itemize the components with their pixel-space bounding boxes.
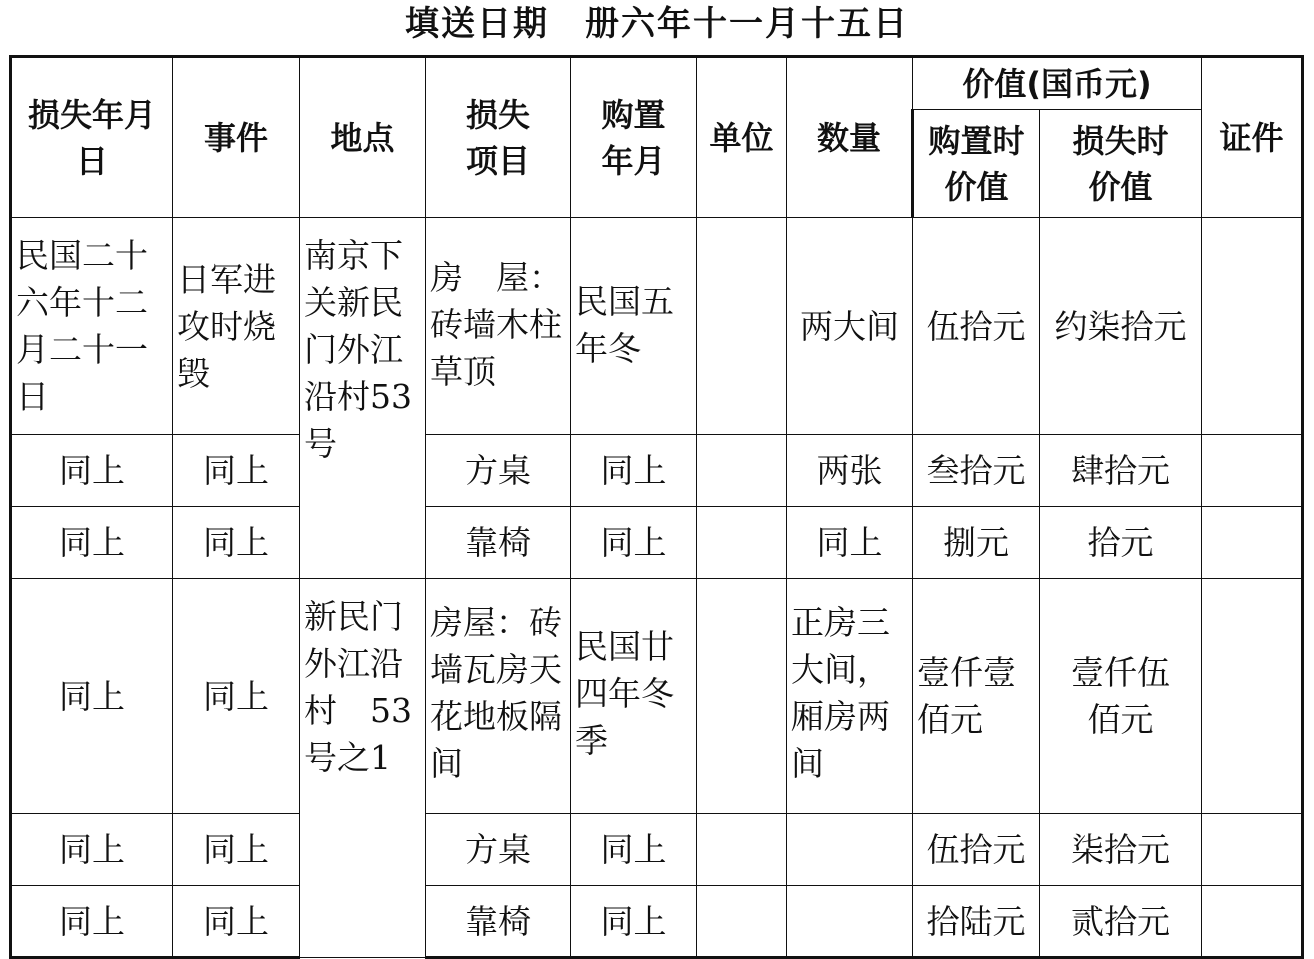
cell-certificate [1202, 507, 1303, 579]
cell-purchase-date: 民国五年冬 [571, 218, 697, 435]
cell-quantity: 两张 [787, 435, 913, 507]
loss-table [9, 55, 1304, 959]
cell-purchase-date: 同上 [571, 886, 697, 958]
header-value-group: 价值(国币元) [913, 57, 1202, 110]
cell-date: 同上 [11, 886, 173, 958]
cell-quantity [787, 886, 913, 958]
cell-value-purchase: 伍拾元 [913, 218, 1040, 435]
cell-certificate [1202, 814, 1303, 886]
table-row [11, 814, 1303, 886]
header-place: 地点 [300, 57, 426, 218]
header-date: 损失年月日 [11, 57, 173, 218]
cell-unit [697, 886, 787, 958]
header-quantity: 数量 [787, 57, 913, 218]
cell-unit [697, 814, 787, 886]
cell-date: 同上 [11, 435, 173, 507]
cell-date: 民国二十六年十二月二十一日 [11, 218, 173, 435]
cell-value-loss: 约柒拾元 [1040, 218, 1202, 435]
cell-event: 同上 [173, 814, 300, 886]
cell-item: 方桌 [426, 435, 571, 507]
cell-date: 同上 [11, 579, 173, 814]
cell-value-loss: 肆拾元 [1040, 435, 1202, 507]
table-row [11, 507, 1303, 579]
cell-event: 同上 [173, 507, 300, 579]
cell-place: 新民门外江沿村 53号之1 [300, 579, 426, 958]
cell-purchase-date: 同上 [571, 507, 697, 579]
header-purchase-date: 购置年月 [571, 57, 697, 218]
header-item: 损失项目 [426, 57, 571, 218]
cell-value-loss: 贰拾元 [1040, 886, 1202, 958]
cell-value-loss: 拾元 [1040, 507, 1202, 579]
cell-place: 南京下关新民门外江沿村53号 [300, 218, 426, 579]
cell-quantity: 正房三大间，厢房两间 [787, 579, 913, 814]
cell-quantity [787, 814, 913, 886]
cell-quantity: 同上 [787, 507, 913, 579]
cell-unit [697, 435, 787, 507]
header-unit: 单位 [697, 57, 787, 218]
cell-item: 房屋：砖墙瓦房天花地板隔间 [426, 579, 571, 814]
table-row [11, 886, 1303, 958]
cell-item: 靠椅 [426, 886, 571, 958]
cell-unit [697, 507, 787, 579]
cell-event: 同上 [173, 579, 300, 814]
header-value-loss: 损失时价值 [1040, 110, 1202, 218]
cell-date: 同上 [11, 814, 173, 886]
table-row [11, 579, 1303, 814]
cell-value-purchase: 拾陆元 [913, 886, 1040, 958]
cell-event: 同上 [173, 435, 300, 507]
header-event: 事件 [173, 57, 300, 218]
cell-value-purchase: 叁拾元 [913, 435, 1040, 507]
cell-value-purchase: 壹仟壹佰元 [913, 579, 1040, 814]
cell-purchase-date: 民国廿四年冬季 [571, 579, 697, 814]
table-row [11, 435, 1303, 507]
cell-item: 靠椅 [426, 507, 571, 579]
cell-event: 日军进攻时烧毁 [173, 218, 300, 435]
page-title: 填送日期 册六年十一月十五日 [405, 4, 909, 44]
cell-event: 同上 [173, 886, 300, 958]
header-value-purchase: 购置时价值 [913, 110, 1040, 218]
cell-unit [697, 218, 787, 435]
cell-purchase-date: 同上 [571, 435, 697, 507]
cell-value-purchase: 捌元 [913, 507, 1040, 579]
cell-quantity: 两大间 [787, 218, 913, 435]
cell-item: 方桌 [426, 814, 571, 886]
table-row [11, 218, 1303, 435]
header-row [11, 57, 1303, 110]
cell-unit [697, 579, 787, 814]
cell-value-loss: 柒拾元 [1040, 814, 1202, 886]
header-certificate: 证件 [1202, 57, 1303, 218]
cell-certificate [1202, 579, 1303, 814]
cell-certificate [1202, 435, 1303, 507]
cell-purchase-date: 同上 [571, 814, 697, 886]
cell-value-loss: 壹仟伍佰元 [1040, 579, 1202, 814]
cell-certificate [1202, 886, 1303, 958]
cell-item: 房 屋：砖墙木柱草顶 [426, 218, 571, 435]
cell-date: 同上 [11, 507, 173, 579]
cell-certificate [1202, 218, 1303, 435]
cell-value-purchase: 伍拾元 [913, 814, 1040, 886]
